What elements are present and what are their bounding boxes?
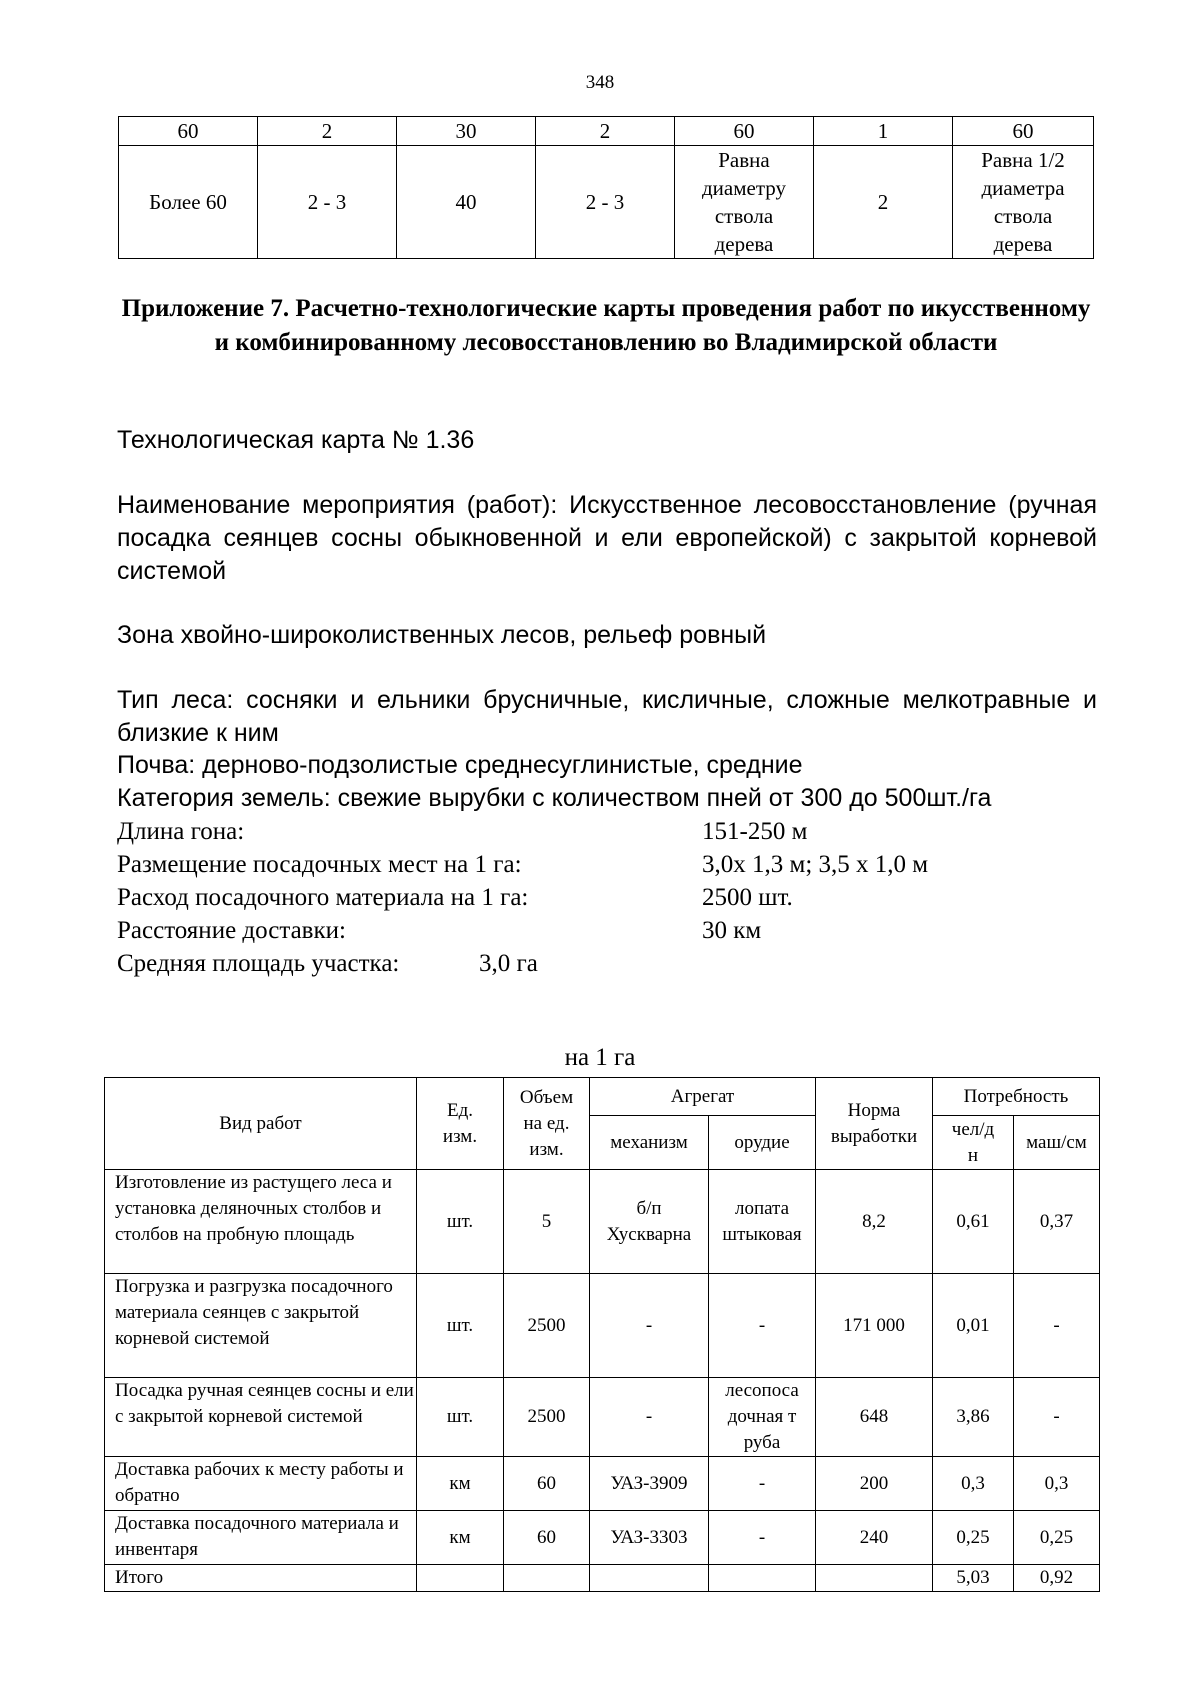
table-cell xyxy=(709,1565,816,1592)
table-header-row xyxy=(105,1078,1100,1116)
mechanism: УАЗ-3909 xyxy=(590,1457,709,1511)
header-tool: орудие xyxy=(709,1116,816,1170)
table-cell: 30 xyxy=(397,117,536,146)
table-cell: 2 - 3 xyxy=(536,146,675,259)
table-cell: Равна 1/2 диаметра ствола дерева xyxy=(953,146,1094,259)
table-row xyxy=(105,1457,1100,1511)
work-name: Доставка рабочих к месту работы и обратно xyxy=(105,1457,417,1511)
tool: лопата штыковая xyxy=(709,1170,816,1274)
man-days: 0,25 xyxy=(933,1511,1014,1565)
land-category: Категория земель: свежие вырубки с количеством пней от 300 до 500шт./га xyxy=(117,784,992,812)
header-aggregate: Агрегат xyxy=(590,1078,816,1116)
param-label: Размещение посадочных мест на 1 га: xyxy=(117,851,522,878)
volume: 5 xyxy=(504,1170,590,1274)
table-row xyxy=(119,146,1094,259)
norm: 648 xyxy=(816,1378,933,1457)
activity-name: Наименование мероприятия (работ): Искусственное лесовосстановление (ручная посадка сеянцев сосны обыкновенной и ели европейской) с закрытой корневой системой xyxy=(117,491,1097,585)
mechanism: б/п Хускварна xyxy=(590,1170,709,1274)
man-days: 3,86 xyxy=(933,1378,1014,1457)
page-number: 348 xyxy=(585,72,615,93)
table-cell: 60 xyxy=(675,117,814,146)
table-row xyxy=(105,1274,1100,1378)
table-cell: 1 xyxy=(814,117,953,146)
tool: - xyxy=(709,1457,816,1511)
table-cell xyxy=(417,1565,504,1592)
table-cell: 2 xyxy=(258,117,397,146)
header-mechanism: механизм xyxy=(590,1116,709,1170)
appendix-heading: Приложение 7. Расчетно-технологические карты проведения работ по икусственному и комбинированному лесовосстановлению во Владимирской области xyxy=(121,295,1091,356)
param-label: Длина гона: xyxy=(117,818,245,845)
unit: шт. xyxy=(417,1378,504,1457)
unit: шт. xyxy=(417,1274,504,1378)
total-man-days: 5,03 xyxy=(933,1565,1014,1592)
unit: шт. xyxy=(417,1170,504,1274)
top-table xyxy=(118,116,1094,259)
zone: Зона хвойно-широколиственных лесов, рельеф ровный xyxy=(117,621,767,649)
param-value: 30 км xyxy=(702,917,762,944)
table-cell: Равна диаметру ствола дерева xyxy=(675,146,814,259)
work-name: Погрузка и разгрузка посадочного материала сеянцев с закрытой корневой системой xyxy=(105,1274,417,1378)
table-cell: 40 xyxy=(397,146,536,259)
total-machine-shifts: 0,92 xyxy=(1014,1565,1100,1592)
machine-shifts: - xyxy=(1014,1274,1100,1378)
machine-shifts: 0,25 xyxy=(1014,1511,1100,1565)
table-row xyxy=(105,1511,1100,1565)
tool: - xyxy=(709,1511,816,1565)
work-name: Доставка посадочного материала и инвентаря xyxy=(105,1511,417,1565)
header-machine-shifts: маш/см xyxy=(1014,1116,1100,1170)
volume: 60 xyxy=(504,1457,590,1511)
header-need: Потребность xyxy=(933,1078,1100,1116)
table-row xyxy=(119,117,1094,146)
param-label: Расстояние доставки: xyxy=(117,917,346,944)
unit: км xyxy=(417,1457,504,1511)
unit: км xyxy=(417,1511,504,1565)
mechanism: - xyxy=(590,1274,709,1378)
table-cell: 60 xyxy=(119,117,258,146)
table-cell: 2 xyxy=(536,117,675,146)
header-unit: Ед. изм. xyxy=(417,1078,504,1170)
table-total-row xyxy=(105,1565,1100,1592)
header-norm: Норма выработки xyxy=(816,1078,933,1170)
norm: 8,2 xyxy=(816,1170,933,1274)
man-days: 0,61 xyxy=(933,1170,1014,1274)
table-cell: 60 xyxy=(953,117,1094,146)
table-cell xyxy=(816,1565,933,1592)
mechanism: - xyxy=(590,1378,709,1457)
forest-type: Тип леса: сосняки и ельники брусничные, кисличные, сложные мелкотравные и близкие к ним xyxy=(117,686,1097,747)
per-hectare-caption: на 1 га xyxy=(564,1044,636,1071)
machine-shifts: 0,37 xyxy=(1014,1170,1100,1274)
param-value: 3,0х 1,3 м; 3,5 х 1,0 м xyxy=(702,851,929,878)
param-value: 151-250 м xyxy=(702,818,808,845)
work-name: Посадка ручная сеянцев сосны и ели с закрытой корневой системой xyxy=(105,1378,417,1457)
tool: лесопосадочная труба xyxy=(709,1378,816,1457)
norm: 200 xyxy=(816,1457,933,1511)
work-name: Изготовление из растущего леса и установка деляночных столбов и столбов на пробную площадь xyxy=(105,1170,417,1274)
header-man-days: чел/дн xyxy=(933,1116,1014,1170)
work-table xyxy=(104,1077,1100,1592)
volume: 60 xyxy=(504,1511,590,1565)
volume: 2500 xyxy=(504,1274,590,1378)
table-cell xyxy=(590,1565,709,1592)
total-label: Итого xyxy=(105,1565,417,1592)
table-cell: 2 xyxy=(814,146,953,259)
header-volume: Объем на ед. изм. xyxy=(504,1078,590,1170)
table-row xyxy=(105,1378,1100,1457)
header-work: Вид работ xyxy=(105,1078,417,1170)
norm: 240 xyxy=(816,1511,933,1565)
techcard-number: Технологическая карта № 1.36 xyxy=(117,426,475,454)
table-row xyxy=(105,1170,1100,1274)
table-cell xyxy=(504,1565,590,1592)
area-value: 3,0 га xyxy=(479,950,538,977)
soil: Почва: дерново-подзолистые среднесуглинистые, средние xyxy=(117,751,803,779)
param-value: 2500 шт. xyxy=(702,884,793,911)
param-label: Расход посадочного материала на 1 га: xyxy=(117,884,529,911)
area-label: Средняя площадь участка: xyxy=(117,950,400,977)
man-days: 0,3 xyxy=(933,1457,1014,1511)
machine-shifts: 0,3 xyxy=(1014,1457,1100,1511)
mechanism: УАЗ-3303 xyxy=(590,1511,709,1565)
machine-shifts: - xyxy=(1014,1378,1100,1457)
volume: 2500 xyxy=(504,1378,590,1457)
table-cell: 2 - 3 xyxy=(258,146,397,259)
table-cell: Более 60 xyxy=(119,146,258,259)
tool: - xyxy=(709,1274,816,1378)
norm: 171 000 xyxy=(816,1274,933,1378)
man-days: 0,01 xyxy=(933,1274,1014,1378)
